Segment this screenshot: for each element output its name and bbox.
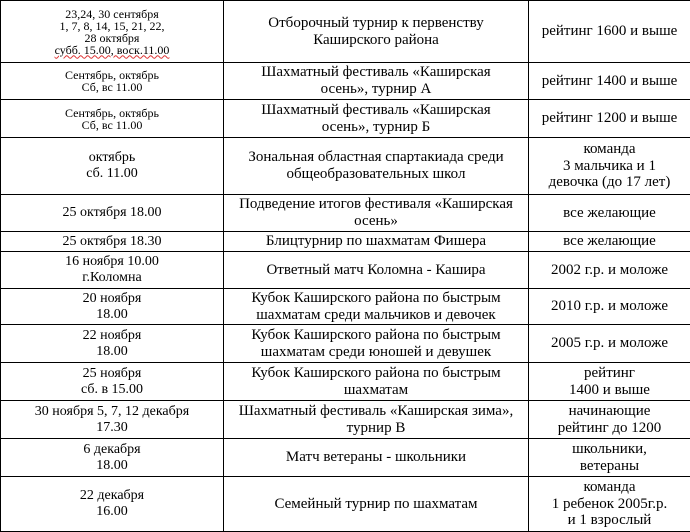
participants-cell: [529, 439, 690, 477]
event-line: Кубок Каширского района по быстрым: [226, 327, 526, 344]
participants-line: девочка (до 17 лет): [531, 174, 688, 191]
event-cell: [224, 363, 529, 401]
table-row: [1, 63, 690, 100]
date-cell: [1, 100, 224, 138]
table-row: [1, 325, 690, 363]
table-row: [1, 477, 690, 532]
table-row: [1, 100, 690, 138]
event-line: Ответный матч Коломна - Кашира: [226, 262, 526, 279]
event-line: осень», турнир А: [226, 81, 526, 98]
date-line: 25 октября 18.00: [3, 205, 221, 221]
table-row: [1, 138, 690, 195]
participants-cell: [529, 1, 690, 63]
event-cell: [224, 289, 529, 325]
participants-line: все желающие: [531, 233, 688, 250]
date-cell: [1, 439, 224, 477]
event-line: Матч ветераны - школьники: [226, 449, 526, 466]
participants-line: рейтинг до 1200: [531, 420, 688, 437]
date-line: 16 ноября 10.00: [3, 254, 221, 270]
date-cell: [1, 289, 224, 325]
event-cell: [224, 1, 529, 63]
date-line: сб. в 15.00: [3, 382, 221, 398]
participants-line: все желающие: [531, 205, 688, 222]
date-line: 22 ноября: [3, 328, 221, 344]
date-line: Сб, вс 11.00: [3, 119, 221, 131]
table-row: [1, 363, 690, 401]
date-line: 18.00: [3, 307, 221, 323]
date-line: сб. 11.00: [3, 166, 221, 182]
event-cell: [224, 100, 529, 138]
date-line: 18.00: [3, 458, 221, 474]
table-row: [1, 1, 690, 63]
event-line: осень», турнир Б: [226, 119, 526, 136]
participants-cell: [529, 401, 690, 439]
event-line: Шахматный фестиваль «Каширская зима»,: [226, 403, 526, 420]
event-line: Шахматный фестиваль «Каширская: [226, 102, 526, 119]
date-line: октябрь: [3, 150, 221, 166]
participants-cell: [529, 63, 690, 100]
participants-line: 2005 г.р. и моложе: [531, 335, 688, 352]
date-line: 22 декабря: [3, 488, 221, 504]
table-row: [1, 401, 690, 439]
date-line: 17.30: [3, 420, 221, 436]
participants-line: 3 мальчика и 1: [531, 158, 688, 175]
date-line: Сентябрь, октябрь: [3, 69, 221, 81]
participants-line: рейтинг 1600 и выше: [531, 23, 688, 40]
participants-line: рейтинг 1400 и выше: [531, 73, 688, 90]
participants-line: начинающие: [531, 403, 688, 420]
event-line: Каширского района: [226, 32, 526, 49]
date-line: 30 ноября 5, 7, 12 декабря: [3, 404, 221, 420]
date-cell: [1, 252, 224, 289]
date-cell: [1, 401, 224, 439]
date-line: субб. 15.00, воск.11.00: [3, 44, 221, 56]
date-line: 25 октября 18.30: [3, 234, 221, 250]
participants-line: рейтинг 1200 и выше: [531, 110, 688, 127]
participants-line: команда: [531, 479, 688, 496]
table-row: [1, 439, 690, 477]
participants-cell: [529, 232, 690, 252]
date-cell: [1, 477, 224, 532]
date-cell: [1, 232, 224, 252]
participants-line: 1 ребенок 2005г.р.: [531, 496, 688, 513]
event-line: Шахматный фестиваль «Каширская: [226, 64, 526, 81]
participants-cell: [529, 100, 690, 138]
event-cell: [224, 401, 529, 439]
participants-line: 2010 г.р. и моложе: [531, 298, 688, 315]
event-line: осень»: [226, 213, 526, 230]
event-line: турнир В: [226, 420, 526, 437]
date-line: Сентябрь, октябрь: [3, 107, 221, 119]
event-line: Отборочный турнир к первенству: [226, 15, 526, 32]
event-line: Блицтурнир по шахматам Фишера: [226, 233, 526, 250]
date-line: г.Коломна: [3, 270, 221, 286]
participants-line: рейтинг: [531, 365, 688, 382]
participants-cell: [529, 289, 690, 325]
event-line: Кубок Каширского района по быстрым: [226, 290, 526, 307]
date-line: 1, 7, 8, 14, 15, 21, 22,: [3, 20, 221, 32]
date-line: 25 ноября: [3, 366, 221, 382]
date-cell: [1, 363, 224, 401]
participants-line: ветераны: [531, 458, 688, 475]
event-cell: [224, 439, 529, 477]
event-cell: [224, 63, 529, 100]
event-line: шахматам среди мальчиков и девочек: [226, 307, 526, 324]
participants-cell: [529, 195, 690, 232]
event-line: Подведение итогов фестиваля «Каширская: [226, 196, 526, 213]
date-line: 6 декабря: [3, 442, 221, 458]
date-cell: [1, 195, 224, 232]
table-row: [1, 195, 690, 232]
event-line: шахматам среди юношей и девушек: [226, 344, 526, 361]
event-line: общеобразовательных школ: [226, 166, 526, 183]
event-cell: [224, 477, 529, 532]
event-cell: [224, 195, 529, 232]
participants-cell: [529, 477, 690, 532]
date-cell: [1, 63, 224, 100]
date-line: 16.00: [3, 504, 221, 520]
participants-line: команда: [531, 141, 688, 158]
participants-cell: [529, 325, 690, 363]
table-row: [1, 232, 690, 252]
event-line: Кубок Каширского района по быстрым: [226, 365, 526, 382]
event-line: Семейный турнир по шахматам: [226, 496, 526, 513]
participants-line: 1400 и выше: [531, 382, 688, 399]
date-line: Сб, вс 11.00: [3, 81, 221, 93]
event-cell: [224, 138, 529, 195]
date-line: 23,24, 30 сентября: [3, 8, 221, 20]
participants-line: 2002 г.р. и моложе: [531, 262, 688, 279]
date-line: 20 ноября: [3, 291, 221, 307]
date-cell: [1, 138, 224, 195]
event-line: Зональная областная спартакиада среди: [226, 149, 526, 166]
participants-line: и 1 взрослый: [531, 512, 688, 529]
date-line: 28 октября: [3, 32, 221, 44]
participants-cell: [529, 252, 690, 289]
table-row: [1, 289, 690, 325]
event-cell: [224, 325, 529, 363]
date-cell: [1, 325, 224, 363]
participants-cell: [529, 363, 690, 401]
participants-line: школьники,: [531, 441, 688, 458]
event-cell: [224, 232, 529, 252]
participants-cell: [529, 138, 690, 195]
event-line: шахматам: [226, 382, 526, 399]
event-cell: [224, 252, 529, 289]
date-line: 18.00: [3, 344, 221, 360]
date-cell: [1, 1, 224, 63]
table-row: [1, 252, 690, 289]
